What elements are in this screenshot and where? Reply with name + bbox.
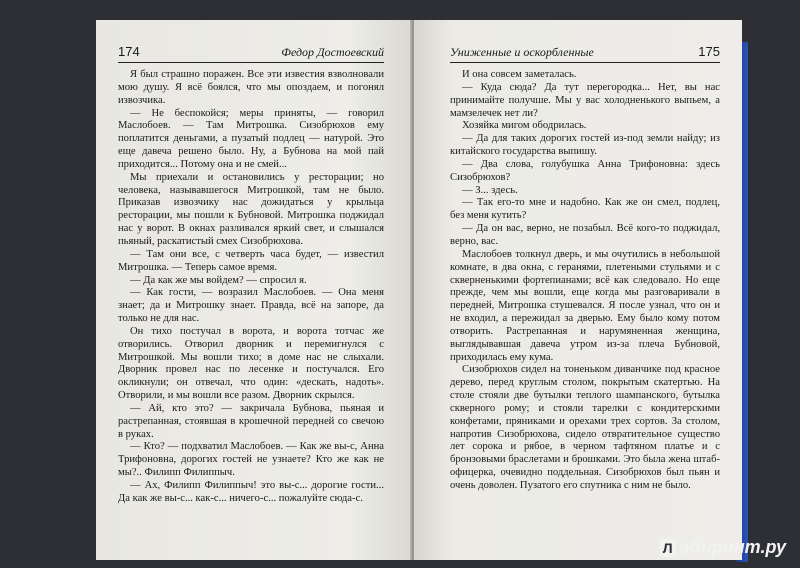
right-page-number: 175 (698, 44, 720, 59)
left-page-text (118, 69, 384, 506)
paragraph: — Там они все, с четверть часа будет, — известил Митрошка. — Теперь самое время. (118, 248, 384, 273)
paragraph: Мы приехали и остановились у ресторации; но человека, называвшегося Митрошкой, там не было. Приказав извозчику нас дожидаться у крыльца ресторации, мы пошли к Бубновой. Митрошка поджидал нас у ворот. В окнах разливался яркий свет, и слышался пьяный, раскатистый смех Сизобрюхова. (118, 171, 384, 247)
paragraph: — Как гости, — возразил Маслобоев. — Она меня знает; да и Митрошку знает. Правда, всё на запоре, да только не для нас. (118, 287, 384, 325)
right-running-head: Униженные и оскорбленные (450, 45, 594, 59)
labirint-logo-icon: Л (660, 539, 676, 557)
paragraph: И она совсем заметалась. (462, 69, 577, 80)
right-running-header (450, 44, 720, 63)
paragraph: — Ай, кто это? — закричала Бубнова, пьяная и растрепанная, стоявшая в крошечной передней со свечою в руках. (118, 402, 384, 440)
paragraph: Хозяйка мигом ободрилась. (462, 120, 587, 132)
paragraph: — Да для таких дорогих гостей из-под земли найду; из китайского государства выпишу. (450, 133, 720, 158)
labirint-watermark (660, 537, 786, 558)
paragraph: — Да как же мы войдем? — спросил я. (130, 274, 307, 286)
paragraph: Маслобоев толкнул дверь, и мы очутились в небольшой комнате, в два окна, с геранями, плетеными стульями и с скверненькими фортепианами; всё как следовало. Но еще прежде, чем мы вошли, еще когда мы разговаривали в передней, Митрошка стушевался. Я после узнал, что он и не входил, а пережидал за дверью. Ему было кому потом отворить. Растрепанная и нарумяненная женщина, выглядывавшая давеча утром из-за плеча Бубновой, приходилась ему кума. (450, 248, 720, 363)
paragraph: — Два слова, голубушка Анна Трифоновна: здесь Сизобрюхов? (450, 158, 720, 183)
left-page-number: 174 (118, 44, 140, 59)
right-page (414, 20, 742, 560)
paragraph: — Кто? — подхватил Маслобоев. — Как же вы-с, Анна Трифоновна, дорогих гостей не узнаете? Кто же как не мы?.. Филипп Филиппыч. (118, 441, 384, 479)
left-running-header (118, 44, 384, 63)
paragraph: Сизобрюхов сидел на тоненьком диванчике под красное дерево, перед круглым столом, покрытым скатертью. На столе стояли две бутылки теплого шампанского, бутылка скверного рому; и стояли тарелки с кондитерскими конфетами, пряниками и орехами трех сортов. За столом, напротив Сизобрюхова, сидело отвратительное существо лет сорока и рябое, в черном тафтяном платье и с бронзовыми браслетами и брошками. Это была жена штаб-офицерка, очевидно поддельная. Сизобрюхов был пьян и очень доволен. Пузатого его спутника с ним не было. (450, 364, 720, 491)
paragraph: Он тихо постучал в ворота, и ворота тотчас же отворились. Отворил дворник и перемигнулся с Митрошкой. Мы вошли тихо; в доме нас не слыхали. Дворник провел нас по лесенке и постучался. Его окликнули; он отвечал, что один: «дескать, надоть». Отворили, и мы вошли все разом. Дворник скрылся. (118, 325, 384, 402)
paragraph: — Не беспокойся; меры приняты, — говорил Маслобоев. — Там Митрошка. Сизобрюхов ему поплатится деньгами, а пузатый подлец — натурой. Это еще давеча решено было. Ну, а Бубнова на мой пай приходится... Потому она и не смей... (118, 107, 384, 170)
paragraph: — Да он вас, верно, не позабыл. Всё кого-то поджидал, верно, вас. (450, 223, 720, 247)
right-page-text (450, 69, 720, 493)
paragraph: Я был страшно поражен. Все эти известия взволновали мою душу. Я всё боялся, что мы опоздаем, и погонял извозчика. (118, 69, 384, 106)
paragraph: — Ах, Филипп Филиппыч! это вы-с... дорогие гости... Да как же вы-с... как-с... ничего-с... пожалуйте сюда-с. (118, 480, 384, 504)
paragraph: — Так его-то мне и надобно. Как же он смел, подлец, без меня кутить? (450, 197, 720, 222)
paragraph: — З... здесь. (462, 184, 518, 196)
left-page (96, 20, 412, 560)
left-running-head: Федор Достоевский (281, 45, 384, 59)
open-book (96, 20, 746, 560)
watermark-text: абиринт.ру (679, 537, 786, 557)
paragraph: — Куда сюда? Да тут перегородка... Нет, вы нас принимайте получше. Мы у вас холодненького выпьем, а мамзелечек нет ли? (450, 81, 720, 119)
